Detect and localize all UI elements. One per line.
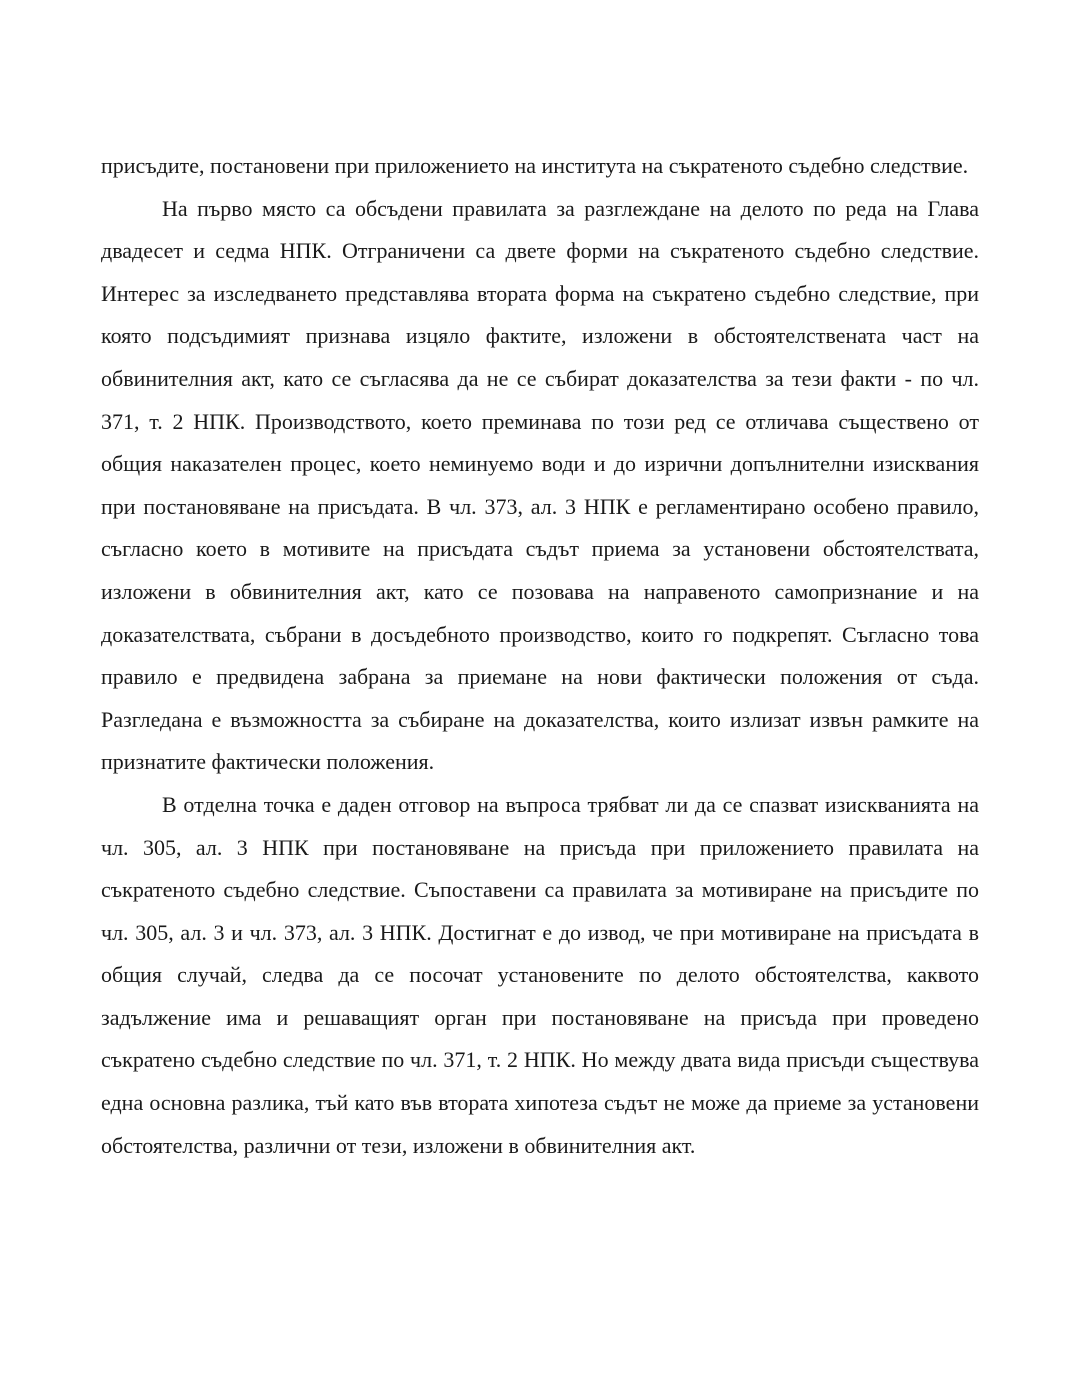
paragraph-abbreviated-trial-rules: На първо място са обсъдени правилата за разглеждане на делото по реда на Глава двадесет и седма НПК. Отграничени са двете форми на съкратеното съдебно следствие. Интерес за изследването представлява втората форма на съкратено съдебно следствие, при която подсъдимият признава изцяло фактите, изложени в обстоятелствената част на обвинителния акт, като се съгласява да не се събират доказателства за тези факти - по чл. 371, т. 2 НПК. Производството, което преминава по този ред се отличава съществено от общия наказателен процес, което неминуемо води и до изрични допълнителни изисквания при постановяване на присъдата. В чл. 373, ал. 3 НПК е регламентирано особено правило, съгласно което в мотивите на присъдата съдът приема за установени обстоятелствата, изложени в обвинителния акт, като се позовава на направеното самопризнание и на доказателствата, събрани в досъдебното производство, които го подкрепят. Съгласно това правило е предвидена забрана за приемане на нови фактически положения от съда. Разгледана е възможността за събиране на доказателства, които излизат извън рамките на признатите фактически положения. xyxy=(101,195,979,775)
paragraph-continuation: присъдите, постановени при приложението на института на съкратеното съдебно следствие. xyxy=(101,153,969,178)
paragraph-verdict-reasoning: В отделна точка е даден отговор на въпроса трябват ли да се спазват изискванията на чл. 305, ал. 3 НПК при постановяване на присъда при приложението правилата на съкратеното съдебно следствие. Съпоставени са правилата за мотивиране на присъдите по чл. 305, ал. 3 и чл. 373, ал. 3 НПК. Достигнат е до извод, че при мотивиране на присъдата в общия случай, следва да се посочат установените по делото обстоятелства, каквото задължение има и решаващият орган при постановяване на присъда при проведено съкратено съдебно следствие по чл. 371, т. 2 НПК. Но между двата вида присъди съществува една основна разлика, тъй като във втората хипотеза съдът не може да приеме за установени обстоятелства, различни от тези, изложени в обвинителния акт. xyxy=(101,791,979,1158)
document-page xyxy=(101,145,979,1167)
